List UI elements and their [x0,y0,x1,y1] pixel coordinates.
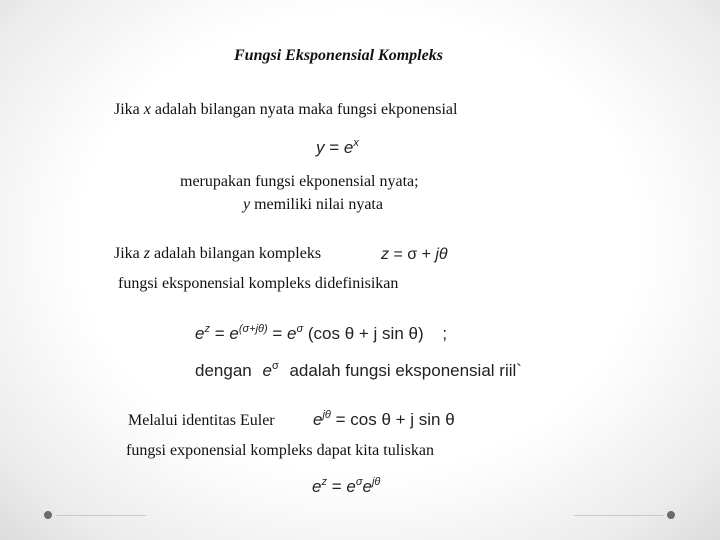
eq4-base: e [313,410,323,429]
intro-line [114,101,457,119]
equation-complex-exp [195,324,447,344]
eq5-e2: e [346,477,356,496]
equation-complex-z [381,246,448,264]
sigma-description [195,361,522,381]
eq1-exp: x [353,137,359,149]
eq2-rel: = [393,246,403,263]
bottom-left-rule [56,515,146,516]
bottom-right-dot [667,511,675,519]
eq5-e2-exp: σ [355,476,363,488]
eq3b-exp: σ [271,360,279,372]
line4-post: adalah bilangan kompleks [150,245,322,262]
real-exp-desc: merupakan fungsi ekponensial nyata; [180,173,419,190]
bottom-right-rule [574,515,664,516]
complex-number-line [114,245,321,263]
eq3b-base: e [262,361,272,380]
eq3-e2: e [229,324,239,343]
bottom-left-dot [44,511,52,519]
eq5-e3: e [362,477,372,496]
equation-euler [313,410,455,430]
eq5-eq: = [331,477,342,496]
eq3-e3: e [287,324,297,343]
eq2-lhs: z [381,246,389,263]
eq3b-pre: dengan [195,361,252,380]
y-real-desc [243,196,383,214]
eq1-lhs: y [316,138,325,157]
euler-line: Melalui identitas Euler [128,412,275,429]
eq3-paren: (cos θ + j sin θ) [307,324,424,343]
eq3-eq2: = [272,324,283,343]
eq2-sigma: σ [407,246,418,263]
eq2-jtheta: jθ [435,246,448,263]
eq4-exp: jθ [322,409,331,421]
line4-pre: Jika [114,245,144,262]
equation-final [312,477,380,497]
eq5-e1-exp: z [321,476,327,488]
intro-post: adalah bilangan nyata maka fungsi ekponensial [150,101,458,118]
y-real-post: memiliki nilai nyata [250,196,383,213]
eq2-plus: + [421,246,431,263]
eq3-semi: ; [442,324,448,343]
eq3-e2-exp: (σ+jθ) [238,323,268,335]
eq3b-post: adalah fungsi eksponensial riil` [289,361,522,380]
eq3-e1-exp: z [204,323,210,335]
definition-line: fungsi eksponensial kompleks didefinisikan [118,275,399,292]
equation-real-exp [316,138,359,158]
eq1-rel: = [329,138,340,157]
slide-title: Fungsi Eksponensial Kompleks [234,47,443,64]
var-x: x [143,101,151,118]
eq4-rhs: = cos θ + j sin θ [335,410,455,429]
eq3-e1: e [195,324,205,343]
eq3-e3-exp: σ [296,323,304,335]
eq3-eq1: = [214,324,225,343]
eq5-e1: e [312,477,322,496]
var-y: y [243,196,251,213]
eq5-e3-exp: jθ [371,476,381,488]
intro-pre: Jika [114,101,144,118]
var-z: z [143,245,151,262]
conclusion-line: fungsi exponensial kompleks dapat kita tuliskan [126,442,434,459]
eq1-base: e [343,138,354,157]
